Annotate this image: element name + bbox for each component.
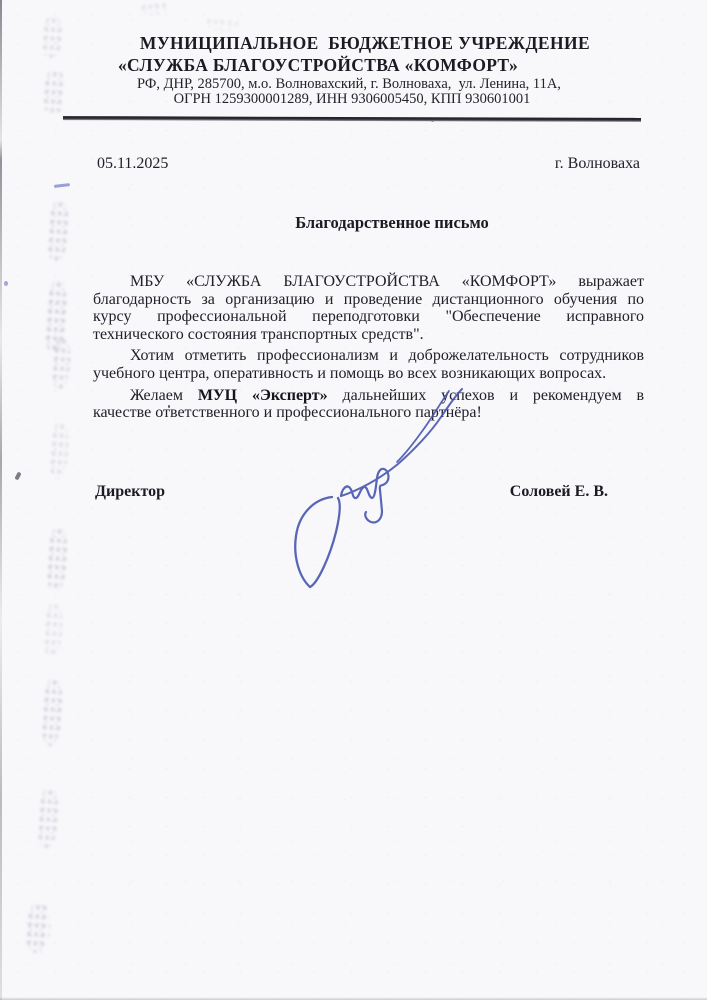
bleed-through-artifact bbox=[46, 199, 70, 262]
letter-title: Благодарственное письмо bbox=[295, 213, 489, 232]
org-name-line-1: МУНИЦИПАЛЬНОЕ БЮДЖЕТНОЕ УЧРЕЖДЕНИЕ bbox=[139, 33, 591, 53]
body-text: МБУ «СЛУЖБА БЛАГОУСТРОЙСТВА «КОМФОРТ» выражает bbox=[130, 273, 644, 290]
bleed-through-artifact bbox=[205, 17, 240, 32]
body-text: дальнейших успехов и рекомендуем в bbox=[327, 386, 645, 404]
bleed-through-artifact bbox=[42, 601, 64, 657]
bleed-through-artifact bbox=[40, 677, 65, 746]
letter-date: 05.11.2025 bbox=[97, 155, 169, 172]
letterhead-divider-rule bbox=[63, 116, 641, 122]
bleed-through-artifact bbox=[36, 787, 60, 848]
org-address-line: РФ, ДНР, 285700, м.о. Волновахский, г. Волноваха, ул. Ленина, 11А, bbox=[137, 76, 561, 92]
body-line bbox=[93, 347, 644, 365]
ink-speck bbox=[54, 183, 70, 188]
body-line bbox=[93, 291, 644, 309]
org-name-line-2: «СЛУЖБА БЛАГОУСТРОЙСТВА «КОМФОРТ» bbox=[117, 55, 519, 75]
body-line bbox=[93, 404, 644, 422]
signature-row bbox=[95, 483, 642, 501]
scan-edge-left bbox=[0, 0, 2, 1000]
body-text: благодарность за организацию и проведение дистанционного обучения по bbox=[93, 290, 644, 308]
signer-name: Соловей Е. В. bbox=[509, 483, 608, 500]
paragraph bbox=[93, 273, 644, 343]
letter-body bbox=[93, 273, 644, 422]
body-line bbox=[93, 308, 644, 326]
body-text: учебного центра, оперативность и помощь во всех возникающих вопросах. bbox=[93, 364, 607, 382]
paragraph bbox=[93, 347, 644, 382]
date-place-row bbox=[97, 155, 640, 173]
bleed-through-artifact bbox=[45, 526, 69, 592]
bleed-through-artifact bbox=[41, 15, 64, 58]
signer-position-label: Директор bbox=[95, 483, 165, 500]
body-line bbox=[93, 365, 644, 383]
bleed-through-artifact bbox=[48, 421, 70, 479]
ink-speck bbox=[4, 281, 8, 286]
org-registration-line: ОГРН 1259300001289, ИНН 9306005450, КПП 930601001 bbox=[173, 91, 531, 107]
body-text: Хотим отметить профессионализм и доброжелательность сотрудников bbox=[130, 347, 644, 365]
body-text: курсу профессиональной переподготовки "Обеспечение исправного bbox=[93, 308, 644, 326]
emphasized-text: МУЦ «Эксперт» bbox=[197, 386, 328, 404]
body-line bbox=[93, 326, 644, 344]
body-text: Желаем bbox=[130, 386, 198, 404]
body-line bbox=[93, 273, 644, 291]
bleed-through-artifact bbox=[41, 69, 66, 115]
paragraph bbox=[93, 387, 644, 422]
ink-speck bbox=[14, 472, 21, 481]
body-text: качестве ответственного и профессионального партнёра! bbox=[93, 404, 482, 422]
body-line bbox=[93, 387, 644, 405]
body-text: технического состояния транспортных средств". bbox=[93, 325, 424, 343]
letter-place: г. Волноваха bbox=[554, 155, 640, 172]
bleed-through-artifact bbox=[24, 902, 51, 954]
bleed-through-artifact bbox=[139, 1, 168, 17]
